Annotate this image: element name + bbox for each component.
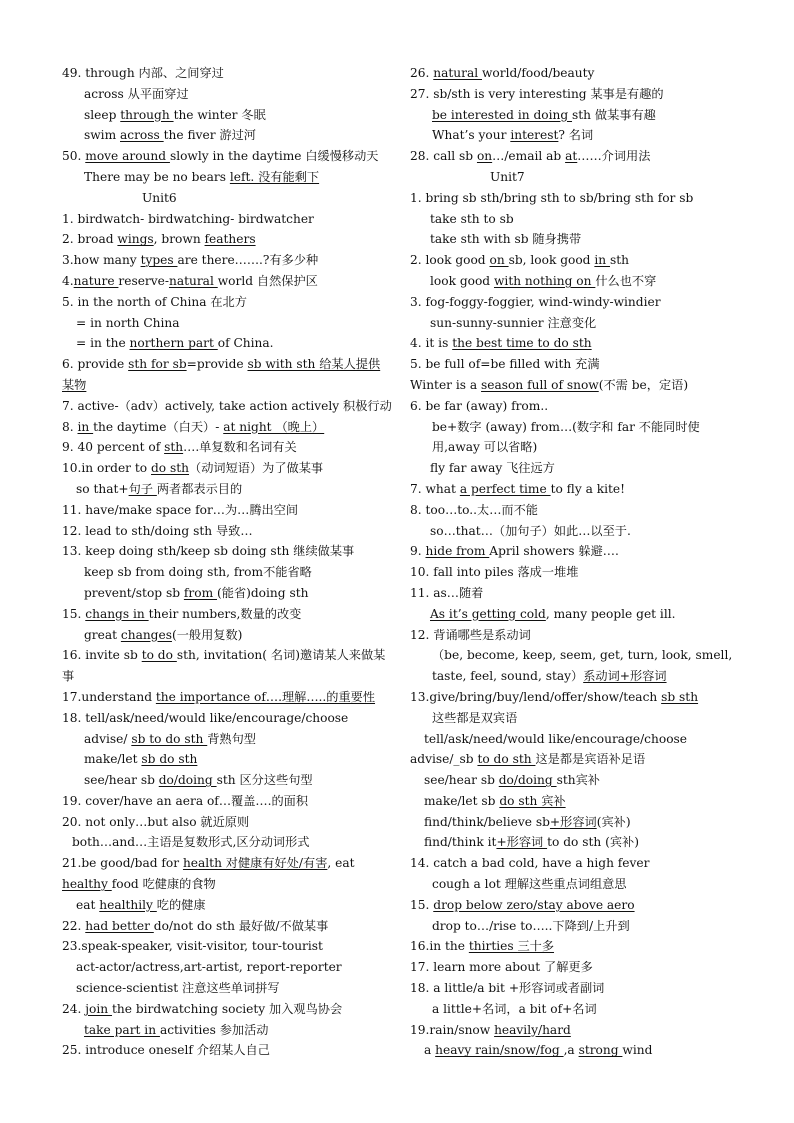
line-text: reserve-	[118, 273, 169, 288]
note-line	[62, 957, 392, 978]
line-text: across 从平面穿过	[84, 86, 189, 101]
line-text: 6. provide	[62, 357, 129, 372]
note-line	[62, 770, 392, 791]
line-text: make/let	[84, 752, 142, 767]
note-line	[62, 209, 392, 230]
line-text: 3.how many	[62, 253, 141, 268]
underlined-text: do/doing	[158, 773, 217, 788]
underlined-text: on	[476, 149, 493, 164]
note-line	[410, 895, 740, 916]
note-line	[62, 417, 392, 438]
line-text: the winter 冬眠	[173, 107, 266, 122]
note-line	[410, 604, 740, 625]
note-line	[410, 458, 740, 479]
note-line	[62, 125, 392, 146]
note-line	[62, 500, 392, 521]
line-text: 15.	[410, 897, 434, 912]
note-line	[410, 583, 740, 604]
underlined-text: heavy rain/snow/fog	[435, 1043, 564, 1058]
line-text: prevent/stop sb	[84, 585, 184, 600]
line-text: 背熟句型	[207, 731, 256, 746]
line-text: 22.	[62, 918, 86, 933]
note-line	[62, 521, 392, 542]
underlined-text: take part in	[84, 1022, 160, 1037]
note-line	[62, 936, 392, 957]
line-text: find/think it	[424, 835, 497, 850]
line-text: 2. look good	[410, 253, 490, 268]
note-line	[410, 84, 740, 105]
line-text: 15.	[62, 606, 86, 621]
line-text: to fly a kite!	[550, 481, 626, 496]
line-text: so…that…（加句子）如此…以至于.	[430, 523, 631, 538]
line-text: 7. active-（adv）actively, take action actively 积极行动	[62, 398, 392, 413]
line-text: 3. fog-foggy-foggier, wind-windy-windier	[410, 294, 661, 309]
note-line	[62, 853, 392, 895]
line-text: (能省)doing sth	[217, 585, 309, 600]
line-text: advise/_sb	[410, 752, 478, 767]
note-line	[62, 229, 392, 250]
note-line	[410, 999, 740, 1020]
underlined-text: sb sth	[661, 689, 699, 704]
note-line	[62, 271, 392, 292]
note-line	[62, 583, 392, 604]
line-text: the daytime（白天）-	[93, 419, 224, 434]
note-line	[410, 250, 740, 271]
note-line	[410, 146, 740, 167]
underlined-text: heavily/hard	[494, 1022, 571, 1037]
line-text: , brown	[153, 232, 205, 247]
note-line	[410, 645, 740, 687]
line-text: 17.understand	[62, 689, 156, 704]
note-line	[62, 708, 392, 729]
note-line	[62, 188, 392, 209]
line-text: 13. keep doing sth/keep sb doing sth 继续做某事	[62, 544, 355, 559]
underlined-text: +形容词	[549, 814, 597, 829]
line-text: ….单复数和名词有关	[183, 440, 297, 455]
line-text: 19. cover/have an aera of…覆盖….的面积	[62, 793, 309, 808]
underlined-text: sb with sth 给某人提供某物	[62, 357, 381, 392]
line-text: sth宾补	[556, 773, 600, 788]
line-text: are there…….?有多少种	[177, 253, 319, 268]
note-line	[410, 479, 740, 500]
underlined-text: 系动词+形容词	[583, 669, 667, 684]
note-line	[62, 1020, 392, 1041]
line-text: 13.give/bring/buy/lend/offer/show/teach	[410, 689, 662, 704]
line-text: eat	[76, 897, 100, 912]
line-text: so that+	[76, 481, 129, 496]
line-text: 两者都表示目的	[156, 481, 243, 496]
underlined-text: types	[140, 253, 178, 268]
note-line	[62, 687, 392, 708]
line-text: There may be no bears	[84, 169, 230, 184]
line-text: 吃的健康	[156, 897, 206, 912]
line-text: 25. introduce oneself 介绍某人自己	[62, 1043, 270, 1058]
underlined-text: strong	[578, 1043, 623, 1058]
line-text: 18. tell/ask/need/would like/encourage/choose	[62, 710, 349, 725]
line-text: 4. it is	[410, 336, 453, 351]
line-text: ……介词用法	[577, 149, 651, 164]
underlined-text: in	[77, 419, 94, 434]
underlined-text: changs in	[85, 606, 149, 621]
note-line	[410, 749, 740, 770]
line-text: tell/ask/need/would like/encourage/choose	[424, 731, 688, 746]
line-text: （动词短语）为了做某事	[189, 461, 324, 476]
line-text: , eat	[327, 856, 355, 871]
line-text: = in the	[76, 336, 130, 351]
left-column	[62, 63, 392, 1061]
line-text: of China.	[217, 336, 274, 351]
line-text: 10.in order to	[62, 461, 151, 476]
line-text: sth 做某事有趣	[572, 107, 656, 122]
line-text: slowly in the daytime 白缓慢移动天	[169, 149, 379, 164]
line-text: sb, look good	[508, 253, 595, 268]
underlined-text: healthily	[99, 897, 157, 912]
line-text: 这些都是双宾语	[432, 710, 518, 725]
underlined-text: across	[120, 128, 164, 143]
underlined-text: had better	[85, 918, 154, 933]
line-text: sleep	[84, 107, 121, 122]
line-text: Winter is a	[410, 377, 482, 392]
note-line	[62, 458, 392, 479]
note-line	[410, 229, 740, 250]
right-column	[410, 63, 740, 1061]
note-line	[410, 687, 740, 708]
line-text: 21.be good/bad for	[62, 856, 183, 871]
line-text: April showers 躲避….	[489, 544, 619, 559]
note-line	[62, 832, 392, 853]
line-text: 5. in the north of China 在北方	[62, 294, 247, 309]
note-line	[410, 417, 740, 459]
line-text: take sth with sb 随身携带	[430, 232, 582, 247]
note-line	[410, 105, 740, 126]
line-text: 18. a little/a bit +形容词或者副词	[410, 981, 605, 996]
line-text: (宾补)	[596, 814, 631, 829]
line-text: 28. call sb	[410, 149, 477, 164]
line-text: 27. sb/sth is very interesting 某事是有趣的	[410, 86, 664, 101]
line-text: advise/	[84, 731, 132, 746]
note-line	[410, 791, 740, 812]
line-text: food 吃健康的食物	[111, 877, 216, 892]
note-line	[410, 63, 740, 84]
line-text: world 自然保护区	[217, 273, 318, 288]
line-text: the fiver 游过河	[163, 128, 256, 143]
note-line	[62, 999, 392, 1020]
underlined-text: at	[565, 149, 578, 164]
line-text: world/food/beauty	[482, 66, 595, 80]
line-text: …/email ab	[492, 149, 566, 164]
note-line	[62, 396, 392, 417]
underlined-text: 三十多	[517, 939, 555, 954]
line-text: their numbers,数量的改变	[148, 606, 302, 621]
line-text: 2. broad	[62, 232, 118, 247]
line-text: 49. through 内部、之间穿过	[62, 66, 224, 80]
line-text: 什么也不穿	[595, 273, 657, 288]
line-text: 8. too…to..太…而不能	[410, 502, 538, 517]
line-text: look good	[430, 273, 494, 288]
note-line	[410, 375, 740, 396]
note-line	[410, 292, 740, 313]
line-text: cough a lot 理解这些重点词组意思	[432, 877, 627, 892]
note-line	[410, 916, 740, 937]
underlined-text: from	[183, 585, 217, 600]
underlined-text: thirties	[468, 939, 518, 954]
line-text: both…and…主语是复数形式,区分动词形式	[72, 835, 310, 850]
underlined-text: season full of snow	[481, 377, 599, 392]
line-text: 11. have/make space for…为…腾出空间	[62, 502, 299, 517]
line-text: ,a	[563, 1043, 579, 1058]
line-text: 6. be far (away) from..	[410, 398, 549, 413]
note-line	[62, 916, 392, 937]
underlined-text: interest	[510, 128, 559, 143]
line-text: Unit7	[490, 169, 525, 184]
note-line	[62, 63, 392, 84]
note-line	[410, 521, 740, 542]
underlined-text: be interested in doing	[432, 107, 573, 122]
underlined-text: sth for sb	[128, 357, 187, 372]
line-text: to do sth (宾补)	[547, 835, 639, 850]
line-text: 5. be full of=be filled with 充满	[410, 357, 600, 372]
line-text: 1. birdwatch- birdwatching- birdwatcher	[62, 211, 314, 226]
note-line	[62, 625, 392, 646]
underlined-text: at night （晚上）	[223, 419, 325, 434]
underlined-text: natural	[168, 273, 218, 288]
line-text: fly far away 飞往远方	[430, 461, 555, 476]
underlined-text: sb to do sth	[131, 731, 208, 746]
line-text: What’s your	[432, 128, 511, 143]
underlined-text: on	[489, 253, 509, 268]
line-text: 23.speak-speaker, visit-visitor, tour-tourist	[62, 939, 323, 954]
note-line	[410, 541, 740, 562]
line-text: 14. catch a bad cold, have a high fever	[410, 856, 650, 871]
underlined-text: a perfect time	[459, 481, 551, 496]
note-line	[62, 978, 392, 999]
underlined-text: +形容词	[496, 835, 548, 850]
line-text: (一般用复数)	[171, 627, 243, 642]
note-line	[62, 146, 392, 167]
line-text: 7. what	[410, 481, 460, 496]
underlined-text: do/doing	[498, 773, 557, 788]
note-line	[62, 1040, 392, 1061]
note-line	[410, 874, 740, 895]
underlined-text: natural	[433, 66, 482, 80]
line-text: activities 参加活动	[159, 1022, 269, 1037]
note-line	[62, 105, 392, 126]
note-line	[410, 167, 740, 188]
line-text: 24.	[62, 1001, 86, 1016]
line-text: =provide	[186, 357, 248, 372]
line-text: sth 区分这些句型	[216, 773, 313, 788]
note-line	[410, 271, 740, 292]
underlined-text: nature	[73, 273, 119, 288]
underlined-text: through	[120, 107, 174, 122]
underlined-text: As it’s getting cold	[430, 606, 546, 621]
line-text: sth, invitation( 名词)邀请某人来做某事	[62, 648, 386, 684]
underlined-text: changes	[120, 627, 172, 642]
underlined-text: hide from	[425, 544, 490, 559]
line-text: = in north China	[76, 315, 180, 330]
line-text: 26.	[410, 66, 434, 80]
underlined-text: the best time to do sth	[452, 336, 592, 351]
line-text: 12. 背诵哪些是系动词	[410, 627, 531, 642]
line-text: great	[84, 627, 121, 642]
line-text: 9.	[410, 544, 426, 559]
line-text: 16. invite sb	[62, 648, 142, 663]
note-line	[410, 853, 740, 874]
underlined-text: in	[594, 253, 610, 268]
note-line	[410, 562, 740, 583]
note-line	[62, 895, 392, 916]
line-text: 9. 40 percent of	[62, 440, 165, 455]
line-text: keep sb from doing sth, from不能省略	[84, 565, 312, 580]
note-line	[62, 437, 392, 458]
line-text: make/let sb	[424, 793, 500, 808]
note-line	[410, 729, 740, 750]
note-line	[62, 541, 392, 562]
underlined-text: healthy	[62, 877, 112, 892]
line-text: Unit6	[142, 190, 177, 205]
note-line	[410, 354, 740, 375]
underlined-text: the importance of….理解…..的重要性	[155, 689, 376, 704]
line-text: science-scientist 注意这些单词拼写	[76, 981, 280, 996]
note-line	[410, 770, 740, 791]
note-line	[62, 791, 392, 812]
note-line	[62, 479, 392, 500]
note-line	[410, 396, 740, 417]
note-line	[62, 729, 392, 750]
line-text: be+数字 (away) from…(数字和 far 不能同时使用,away 可以省略)	[432, 419, 700, 455]
underlined-text: wings	[117, 232, 154, 247]
line-text: take sth to sb	[430, 211, 514, 226]
underlined-text: do sth 宾补	[499, 793, 566, 808]
underlined-text: to do	[141, 648, 177, 663]
line-text: wind	[622, 1043, 653, 1058]
line-text: sth	[609, 253, 629, 268]
note-line	[410, 500, 740, 521]
note-line	[62, 292, 392, 313]
line-text: the birdwatching society 加入观鸟协会	[112, 1001, 343, 1016]
underlined-text: sth	[164, 440, 184, 455]
underlined-text: with nothing on	[493, 273, 596, 288]
line-text: 这是都是宾语补足语	[535, 752, 646, 767]
underlined-text: to do sth	[477, 752, 536, 767]
note-line	[410, 188, 740, 209]
underlined-text: northern part	[129, 336, 218, 351]
line-text: 4.	[62, 273, 74, 288]
note-line	[410, 957, 740, 978]
note-line	[410, 1020, 740, 1041]
line-text: 20. not only…but also 就近原则	[62, 814, 250, 829]
note-line	[62, 313, 392, 334]
note-line	[62, 812, 392, 833]
underlined-text: move around	[85, 149, 170, 164]
note-line	[410, 832, 740, 853]
underlined-text: left. 没有能剩下	[229, 169, 320, 184]
line-text: ? 名词	[558, 128, 594, 143]
note-line	[410, 978, 740, 999]
line-text: swim	[84, 128, 121, 143]
note-line	[62, 749, 392, 770]
line-text: see/hear sb	[84, 773, 159, 788]
note-line	[62, 250, 392, 271]
note-line	[410, 625, 740, 646]
underlined-text: feathers	[204, 232, 256, 247]
line-text: (不需 be，定语)	[598, 377, 689, 392]
note-line	[410, 125, 740, 146]
note-line	[410, 936, 740, 957]
line-text: drop to…/rise to…..下降到/上升到	[432, 918, 630, 933]
note-line	[62, 354, 392, 396]
line-text: 17. learn more about 了解更多	[410, 960, 593, 975]
line-text: see/hear sb	[424, 773, 499, 788]
note-line	[62, 333, 392, 354]
line-text: 19.rain/snow	[410, 1022, 495, 1037]
line-text: 1. bring sb sth/bring sth to sb/bring sth for sb	[410, 190, 694, 205]
line-text: 11. as…随着	[410, 585, 484, 600]
note-line	[62, 604, 392, 625]
note-line	[410, 1040, 740, 1061]
note-line	[62, 562, 392, 583]
note-line	[62, 167, 392, 188]
underlined-text: sb do sth	[141, 752, 198, 767]
note-line	[410, 313, 740, 334]
underlined-text: join	[85, 1001, 113, 1016]
note-line	[410, 209, 740, 230]
line-text: a	[424, 1043, 436, 1058]
line-text: 8.	[62, 419, 78, 434]
underlined-text: drop below zero/stay above aero	[433, 897, 635, 912]
note-line	[410, 333, 740, 354]
line-text: sun-sunny-sunnier 注意变化	[430, 315, 597, 330]
line-text: do/not do sth 最好做/不做某事	[153, 918, 329, 933]
note-line	[410, 708, 740, 729]
line-text: 50.	[62, 149, 86, 164]
line-text: 16.in the	[410, 939, 469, 954]
underlined-text: do sth	[151, 461, 190, 476]
line-text: 12. lead to sth/doing sth 导致…	[62, 523, 253, 538]
line-text: , many people get ill.	[545, 606, 676, 621]
note-line	[62, 645, 392, 687]
line-text: act-actor/actress,art-artist, report-reporter	[76, 960, 342, 975]
line-text: 10. fall into piles 落成一堆堆	[410, 565, 579, 580]
underlined-text: health 对健康有好处/有害	[182, 856, 328, 871]
note-line	[62, 84, 392, 105]
line-text: find/think/believe sb	[424, 814, 550, 829]
line-text: a little+名词，a bit of+名词	[432, 1001, 597, 1016]
line-text: （be, become, keep, seem, get, turn, look, smell, taste, feel, sound, stay）	[432, 648, 733, 684]
underlined-text: 句子	[128, 481, 157, 496]
note-line	[410, 812, 740, 833]
